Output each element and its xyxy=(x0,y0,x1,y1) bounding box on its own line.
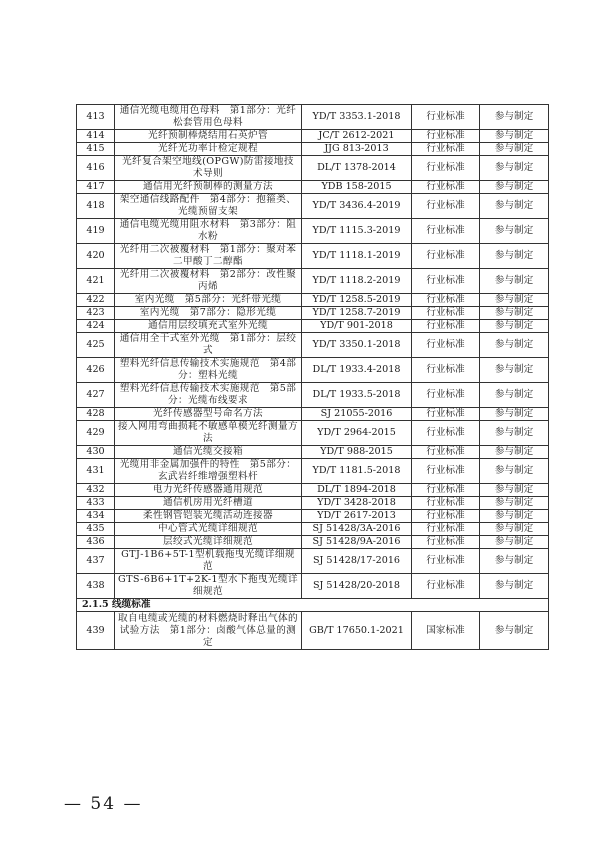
standard-type: 行业标准 xyxy=(412,105,480,130)
row-number: 436 xyxy=(77,536,115,549)
participation-mode: 参与制定 xyxy=(480,612,549,650)
standard-code: YD/T 1115.3-2019 xyxy=(302,219,412,244)
participation-mode: 参与制定 xyxy=(480,194,549,219)
row-number: 417 xyxy=(77,181,115,194)
standard-name: 光纤复合架空地线(OPGW)防雷接地技术导则 xyxy=(115,156,302,181)
standard-name: 通信电缆光缆用阻水材料 第3部分：阻水粉 xyxy=(115,219,302,244)
standard-name: 光纤预制棒烧结用石英炉管 xyxy=(115,130,302,143)
participation-mode: 参与制定 xyxy=(480,497,549,510)
row-number: 415 xyxy=(77,143,115,156)
participation-mode: 参与制定 xyxy=(480,549,549,574)
standard-code: GB/T 17650.1-2021 xyxy=(302,612,412,650)
standard-type: 行业标准 xyxy=(412,219,480,244)
standard-type: 行业标准 xyxy=(412,156,480,181)
standard-code: YD/T 1258.5-2019 xyxy=(302,294,412,307)
standard-code: JJG 813-2013 xyxy=(302,143,412,156)
standard-name: 光纤光功率计检定规程 xyxy=(115,143,302,156)
standard-name: 中心管式光缆详细规范 xyxy=(115,523,302,536)
standard-code: DL/T 1933.4-2018 xyxy=(302,358,412,383)
participation-mode: 参与制定 xyxy=(480,421,549,446)
standard-name: 通信光缆电缆用色母料 第1部分：光纤松套管用色母料 xyxy=(115,105,302,130)
standards-table xyxy=(76,104,549,650)
row-number: 434 xyxy=(77,510,115,523)
standard-code: DL/T 1894-2018 xyxy=(302,484,412,497)
table-row xyxy=(77,549,549,574)
standard-code: DL/T 1378-2014 xyxy=(302,156,412,181)
standard-code: YD/T 2617-2013 xyxy=(302,510,412,523)
standards-table-body xyxy=(77,105,549,650)
standard-code: YD/T 3428-2018 xyxy=(302,497,412,510)
table-row xyxy=(77,130,549,143)
participation-mode: 参与制定 xyxy=(480,130,549,143)
participation-mode: 参与制定 xyxy=(480,523,549,536)
table-row xyxy=(77,181,549,194)
participation-mode: 参与制定 xyxy=(480,536,549,549)
standard-type: 行业标准 xyxy=(412,523,480,536)
table-row xyxy=(77,612,549,650)
standard-name: 塑料光纤信息传输技术实施规范 第4部分：塑料光缆 xyxy=(115,358,302,383)
standard-type: 行业标准 xyxy=(412,320,480,333)
standard-code: YD/T 3353.1-2018 xyxy=(302,105,412,130)
standard-code: SJ 51428/9A-2016 xyxy=(302,536,412,549)
standard-type: 行业标准 xyxy=(412,497,480,510)
participation-mode: 参与制定 xyxy=(480,408,549,421)
standard-name: 通信用层绞填充式室外光缆 xyxy=(115,320,302,333)
standard-code: YD/T 2964-2015 xyxy=(302,421,412,446)
table-row xyxy=(77,484,549,497)
row-number: 430 xyxy=(77,446,115,459)
standard-name: GTJ-1B6+5T-1型机载拖曳光缆详细规范 xyxy=(115,549,302,574)
standard-type: 国家标准 xyxy=(412,612,480,650)
participation-mode: 参与制定 xyxy=(480,510,549,523)
standard-type: 行业标准 xyxy=(412,181,480,194)
table-row xyxy=(77,383,549,408)
participation-mode: 参与制定 xyxy=(480,294,549,307)
row-number: 428 xyxy=(77,408,115,421)
standard-name: 电力光纤传感器通用规范 xyxy=(115,484,302,497)
standard-name: 柔性钢管铠装光缆活动连接器 xyxy=(115,510,302,523)
standard-code: YD/T 1258.7-2019 xyxy=(302,307,412,320)
table-row xyxy=(77,523,549,536)
participation-mode: 参与制定 xyxy=(480,459,549,484)
standard-type: 行业标准 xyxy=(412,194,480,219)
table-row xyxy=(77,320,549,333)
standard-code: YD/T 1118.1-2019 xyxy=(302,244,412,269)
standard-code: DL/T 1933.5-2018 xyxy=(302,383,412,408)
standard-type: 行业标准 xyxy=(412,459,480,484)
table-row xyxy=(77,510,549,523)
page-number: — 54 — xyxy=(64,794,143,814)
participation-mode: 参与制定 xyxy=(480,307,549,320)
table-row xyxy=(77,156,549,181)
row-number: 419 xyxy=(77,219,115,244)
standard-type: 行业标准 xyxy=(412,383,480,408)
table-row xyxy=(77,143,549,156)
standard-type: 行业标准 xyxy=(412,294,480,307)
participation-mode: 参与制定 xyxy=(480,156,549,181)
table-row xyxy=(77,194,549,219)
standard-code: YD/T 988-2015 xyxy=(302,446,412,459)
participation-mode: 参与制定 xyxy=(480,219,549,244)
row-number: 422 xyxy=(77,294,115,307)
section-row xyxy=(77,599,549,612)
standard-type: 行业标准 xyxy=(412,421,480,446)
standard-type: 行业标准 xyxy=(412,549,480,574)
standard-name: 通信用全干式室外光缆 第1部分：层绞式 xyxy=(115,333,302,358)
row-number: 420 xyxy=(77,244,115,269)
standard-type: 行业标准 xyxy=(412,446,480,459)
table-row xyxy=(77,269,549,294)
standard-code: YD/T 3436.4-2019 xyxy=(302,194,412,219)
standard-code: JC/T 2612-2021 xyxy=(302,130,412,143)
row-number: 433 xyxy=(77,497,115,510)
table-row xyxy=(77,497,549,510)
standard-code: SJ 51428/17-2016 xyxy=(302,549,412,574)
standard-type: 行业标准 xyxy=(412,244,480,269)
row-number: 414 xyxy=(77,130,115,143)
participation-mode: 参与制定 xyxy=(480,574,549,599)
participation-mode: 参与制定 xyxy=(480,269,549,294)
standard-name: 光纤用二次被覆材料 第1部分：聚对苯二甲酸丁二醇酯 xyxy=(115,244,302,269)
participation-mode: 参与制定 xyxy=(480,320,549,333)
standard-code: YD/T 1181.5-2018 xyxy=(302,459,412,484)
row-number: 438 xyxy=(77,574,115,599)
participation-mode: 参与制定 xyxy=(480,358,549,383)
participation-mode: 参与制定 xyxy=(480,484,549,497)
row-number: 429 xyxy=(77,421,115,446)
standard-name: 室内光缆 第7部分：隐形光缆 xyxy=(115,307,302,320)
row-number: 421 xyxy=(77,269,115,294)
row-number: 423 xyxy=(77,307,115,320)
standard-type: 行业标准 xyxy=(412,333,480,358)
row-number: 431 xyxy=(77,459,115,484)
standard-code: YD/T 901-2018 xyxy=(302,320,412,333)
standard-type: 行业标准 xyxy=(412,536,480,549)
standard-name: 取自电缆或光缆的材料燃烧时释出气体的试验方法 第1部分：卤酸气体总量的测定 xyxy=(115,612,302,650)
standard-name: 光缆用非金属加强件的特性 第5部分：玄武岩纤维增强塑料杆 xyxy=(115,459,302,484)
row-number: 424 xyxy=(77,320,115,333)
standard-code: SJ 21055-2016 xyxy=(302,408,412,421)
participation-mode: 参与制定 xyxy=(480,333,549,358)
row-number: 413 xyxy=(77,105,115,130)
standard-type: 行业标准 xyxy=(412,143,480,156)
standard-name: GTS-6B6+1T+2K-1型水下拖曳光缆详细规范 xyxy=(115,574,302,599)
row-number: 425 xyxy=(77,333,115,358)
standard-type: 行业标准 xyxy=(412,307,480,320)
table-row xyxy=(77,333,549,358)
participation-mode: 参与制定 xyxy=(480,143,549,156)
standard-name: 塑料光纤信息传输技术实施规范 第5部分：光缆布线要求 xyxy=(115,383,302,408)
row-number: 427 xyxy=(77,383,115,408)
standard-type: 行业标准 xyxy=(412,510,480,523)
table-row xyxy=(77,446,549,459)
table-row xyxy=(77,358,549,383)
table-row xyxy=(77,408,549,421)
standard-name: 接入网用弯曲损耗不敏感单模光纤测量方法 xyxy=(115,421,302,446)
table-row xyxy=(77,459,549,484)
participation-mode: 参与制定 xyxy=(480,383,549,408)
row-number: 435 xyxy=(77,523,115,536)
standard-type: 行业标准 xyxy=(412,574,480,599)
row-number: 416 xyxy=(77,156,115,181)
standard-type: 行业标准 xyxy=(412,269,480,294)
standard-code: SJ 51428/3A-2016 xyxy=(302,523,412,536)
standard-code: YD/T 1118.2-2019 xyxy=(302,269,412,294)
row-number: 418 xyxy=(77,194,115,219)
standard-name: 通信机房用光纤槽道 xyxy=(115,497,302,510)
standard-name: 通信用光纤预制棒的测量方法 xyxy=(115,181,302,194)
standard-code: YDB 158-2015 xyxy=(302,181,412,194)
table-row xyxy=(77,219,549,244)
table-row xyxy=(77,244,549,269)
section-heading: 2.1.5 线缆标准 xyxy=(77,599,549,612)
row-number: 426 xyxy=(77,358,115,383)
table-row xyxy=(77,421,549,446)
standard-type: 行业标准 xyxy=(412,484,480,497)
participation-mode: 参与制定 xyxy=(480,181,549,194)
table-row xyxy=(77,536,549,549)
table-row xyxy=(77,294,549,307)
standard-name: 层绞式光缆详细规范 xyxy=(115,536,302,549)
standard-name: 通信光缆交接箱 xyxy=(115,446,302,459)
standard-name: 室内光缆 第5部分：光纤带光缆 xyxy=(115,294,302,307)
participation-mode: 参与制定 xyxy=(480,105,549,130)
standard-type: 行业标准 xyxy=(412,130,480,143)
standard-name: 光纤传感器型号命名方法 xyxy=(115,408,302,421)
table-row xyxy=(77,105,549,130)
standard-type: 行业标准 xyxy=(412,358,480,383)
standard-code: SJ 51428/20-2018 xyxy=(302,574,412,599)
row-number: 439 xyxy=(77,612,115,650)
standard-name: 光纤用二次被覆材料 第2部分：改性聚丙烯 xyxy=(115,269,302,294)
row-number: 437 xyxy=(77,549,115,574)
participation-mode: 参与制定 xyxy=(480,244,549,269)
table-row xyxy=(77,307,549,320)
standard-name: 架空通信线路配件 第4部分：抱箍类、光缆预留支架 xyxy=(115,194,302,219)
standard-type: 行业标准 xyxy=(412,408,480,421)
row-number: 432 xyxy=(77,484,115,497)
participation-mode: 参与制定 xyxy=(480,446,549,459)
standard-code: YD/T 3350.1-2018 xyxy=(302,333,412,358)
table-row xyxy=(77,574,549,599)
